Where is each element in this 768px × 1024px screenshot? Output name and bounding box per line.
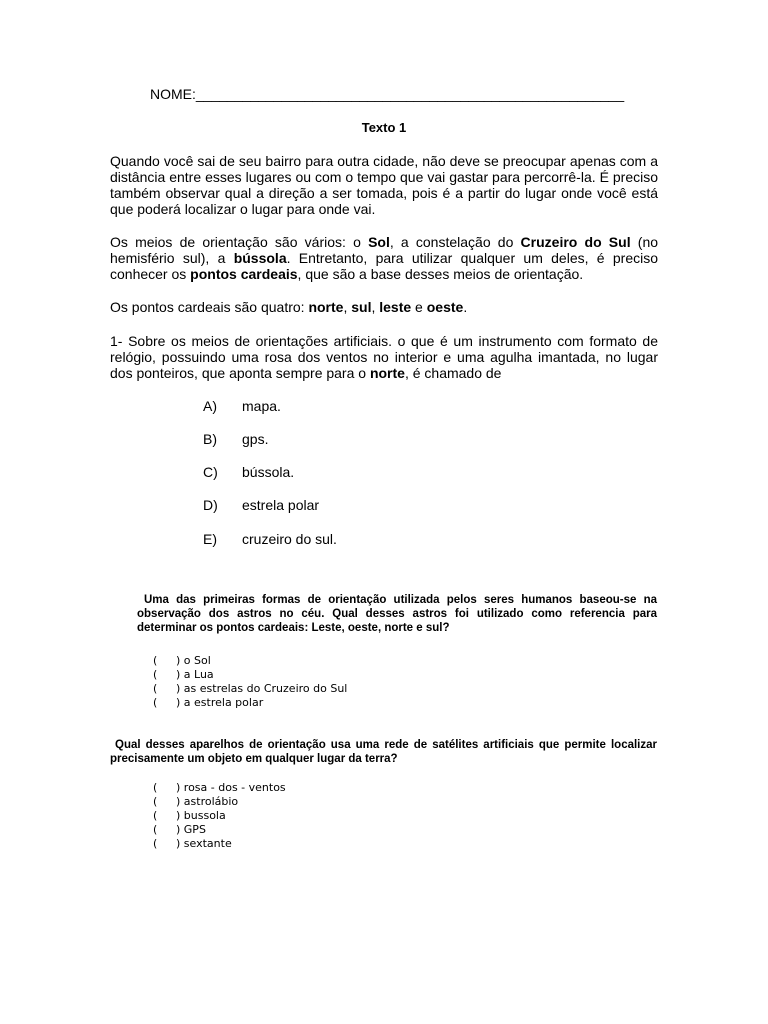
q1-option-a[interactable]: A) mapa. (203, 398, 281, 414)
q1-option-d[interactable]: D) estrela polar (203, 497, 320, 513)
paragraph-3: Os pontos cardeais são quatro: norte, sul, leste e oeste. (110, 299, 468, 315)
question-3-text: Qual desses aparelhos de orientação usa uma rede de satélites artificiais que permite localizar precisamente um objeto em qualquer lugar da terra? (110, 739, 657, 765)
q2-choice-lua[interactable]: ( ) a Lua (153, 668, 214, 681)
q3-choice-bussola[interactable]: ( ) bussola (153, 809, 226, 822)
q1-option-c[interactable]: C) bússola. (203, 464, 295, 480)
q3-choice-astrolabio[interactable]: ( ) astrolábio (153, 795, 239, 808)
q3-choice-sextante[interactable]: ( ) sextante (153, 837, 232, 850)
q2-choice-cruzeiro[interactable]: ( ) as estrelas do Cruzeiro do Sul (153, 682, 348, 695)
q1-option-e[interactable]: E) cruzeiro do sul. (203, 531, 337, 547)
question-2-text: Uma das primeiras formas de orientação utilizada pelos seres humanos baseou-se na observação dos astros no céu. Qual desses astros foi utilizado como referencia para determinar os pontos cardeais: Leste, oeste, norte e sul? (137, 594, 657, 634)
q2-choice-sol[interactable]: ( ) o Sol (153, 654, 211, 667)
paragraph-2: Os meios de orientação são vários: o Sol, a constelação do Cruzeiro do Sul (no hemisfério sul), a bússola. Entretanto, para utilizar qualquer um deles, é preciso conhecer os pontos cardeais, que são a base desses meios de orientação. (110, 234, 659, 282)
q3-choice-rosa-dos-ventos[interactable]: ( ) rosa - dos - ventos (153, 781, 286, 794)
text-title: Texto 1 (361, 120, 407, 135)
q1-option-b[interactable]: B) gps. (203, 431, 269, 447)
q2-choice-estrela-polar[interactable]: ( ) a estrela polar (153, 696, 264, 709)
paragraph-1: Quando você sai de seu bairro para outra cidade, não deve se preocupar apenas com a distância entre esses lugares ou com o tempo que vai gastar para percorrê-la. É preciso também observar qual a direção a ser tomada, pois é a partir do lugar onde você está que poderá localizar o lugar para onde vai. (110, 153, 658, 217)
question-1-text: 1- Sobre os meios de orientações artificiais. o que é um instrumento com formato de relógio, possuindo uma rosa dos ventos no interior e uma agulha imantada, no lugar dos ponteiros, que aponta sempre para o norte, é chamado de (110, 333, 658, 381)
q3-choice-gps[interactable]: ( ) GPS (153, 823, 206, 836)
name-field-label: NOME:_______________________________________________________ (150, 86, 625, 102)
